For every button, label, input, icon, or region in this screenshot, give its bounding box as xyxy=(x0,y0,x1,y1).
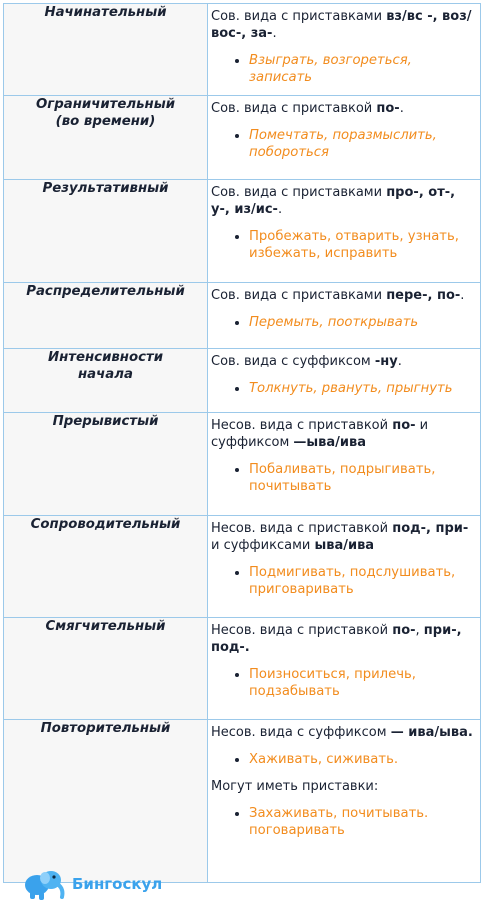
mode-name: Интенсивности начала xyxy=(4,349,208,413)
table-row xyxy=(4,413,481,516)
examples-list xyxy=(211,805,476,839)
list-item: • Хаживать, сиживать. xyxy=(249,751,476,768)
mode-description-cell xyxy=(208,283,481,349)
examples-list xyxy=(211,666,476,700)
mode-description-cell xyxy=(208,413,481,516)
examples-list xyxy=(211,314,476,331)
mode-description: Несов. вида с приставкой по-, при-, под-. xyxy=(211,623,462,655)
table-row xyxy=(4,4,481,96)
mode-description-cell xyxy=(208,180,481,283)
mode-name: Распределительный xyxy=(4,283,208,349)
mode-description: Несов. вида с приставкой под-, при- и суффиксами ыва/ива xyxy=(211,521,469,553)
mode-description: Сов. вида с приставками про-, от-, у-, из/ис-. xyxy=(211,185,456,217)
mode-description-cell xyxy=(208,349,481,413)
prefix-note: Могут иметь приставки: xyxy=(211,779,379,794)
table-row xyxy=(4,618,481,720)
mode-description-cell xyxy=(208,4,481,96)
examples-list xyxy=(211,127,476,161)
mode-description-cell xyxy=(208,720,481,883)
mode-description-cell xyxy=(208,96,481,180)
mode-name: Результативный xyxy=(4,180,208,283)
list-item: • Поизноситься, прилечь, подзабывать xyxy=(249,666,476,700)
list-item: • Толкнуть, рвануть, прыгнуть xyxy=(249,380,476,397)
table-row xyxy=(4,516,481,618)
mode-description: Несов. вида с приставкой по- и суффиксом —ыва/ива xyxy=(211,418,429,450)
table-row xyxy=(4,283,481,349)
list-item: • Побаливать, подрыгивать, почитывать xyxy=(249,461,476,495)
examples-list xyxy=(211,52,476,86)
mode-description-cell xyxy=(208,618,481,720)
table-row xyxy=(4,96,481,180)
list-item: • Перемыть, пооткрывать xyxy=(249,314,476,331)
mode-description-cell xyxy=(208,516,481,618)
list-item: • Пробежать, отварить, узнать, избежать, исправить xyxy=(249,228,476,262)
table-row xyxy=(4,349,481,413)
list-item: • Захаживать, почитывать. поговаривать xyxy=(249,805,476,839)
examples-list xyxy=(211,380,476,397)
brand-name: Бингоскул xyxy=(72,875,163,893)
mode-description: Несов. вида с суффиксом — ива/ыва. xyxy=(211,725,473,740)
table-row xyxy=(4,720,481,883)
examples-list xyxy=(211,751,476,768)
list-item: • Подмигивать, подслушивать, приговаривать xyxy=(249,564,476,598)
mode-name: Повторительный xyxy=(4,720,208,883)
mode-description: Сов. вида с суффиксом -ну. xyxy=(211,354,402,369)
table-row xyxy=(4,180,481,283)
mode-description: Сов. вида с приставкой по-. xyxy=(211,101,404,116)
examples-list xyxy=(211,461,476,495)
mode-description: Сов. вида с приставками вз/вс -, воз/вос-, за-. xyxy=(211,9,472,41)
mode-name: Сопроводительный xyxy=(4,516,208,618)
examples-list xyxy=(211,228,476,262)
verb-modes-table xyxy=(3,3,481,883)
mode-name: Прерывистый xyxy=(4,413,208,516)
bingoskul-logo xyxy=(24,866,162,902)
list-item: • Взыграть, возгореться, записать xyxy=(249,52,476,86)
mode-description: Сов. вида с приставками пере-, по-. xyxy=(211,288,465,303)
examples-list xyxy=(211,564,476,598)
mode-name: Смягчительный xyxy=(4,618,208,720)
mode-name: Начинательный xyxy=(4,4,208,96)
mode-name: Ограничительный (во времени) xyxy=(4,96,208,180)
elephant-mascot-icon xyxy=(24,866,66,902)
list-item: • Помечтать, поразмыслить, побороться xyxy=(249,127,476,161)
